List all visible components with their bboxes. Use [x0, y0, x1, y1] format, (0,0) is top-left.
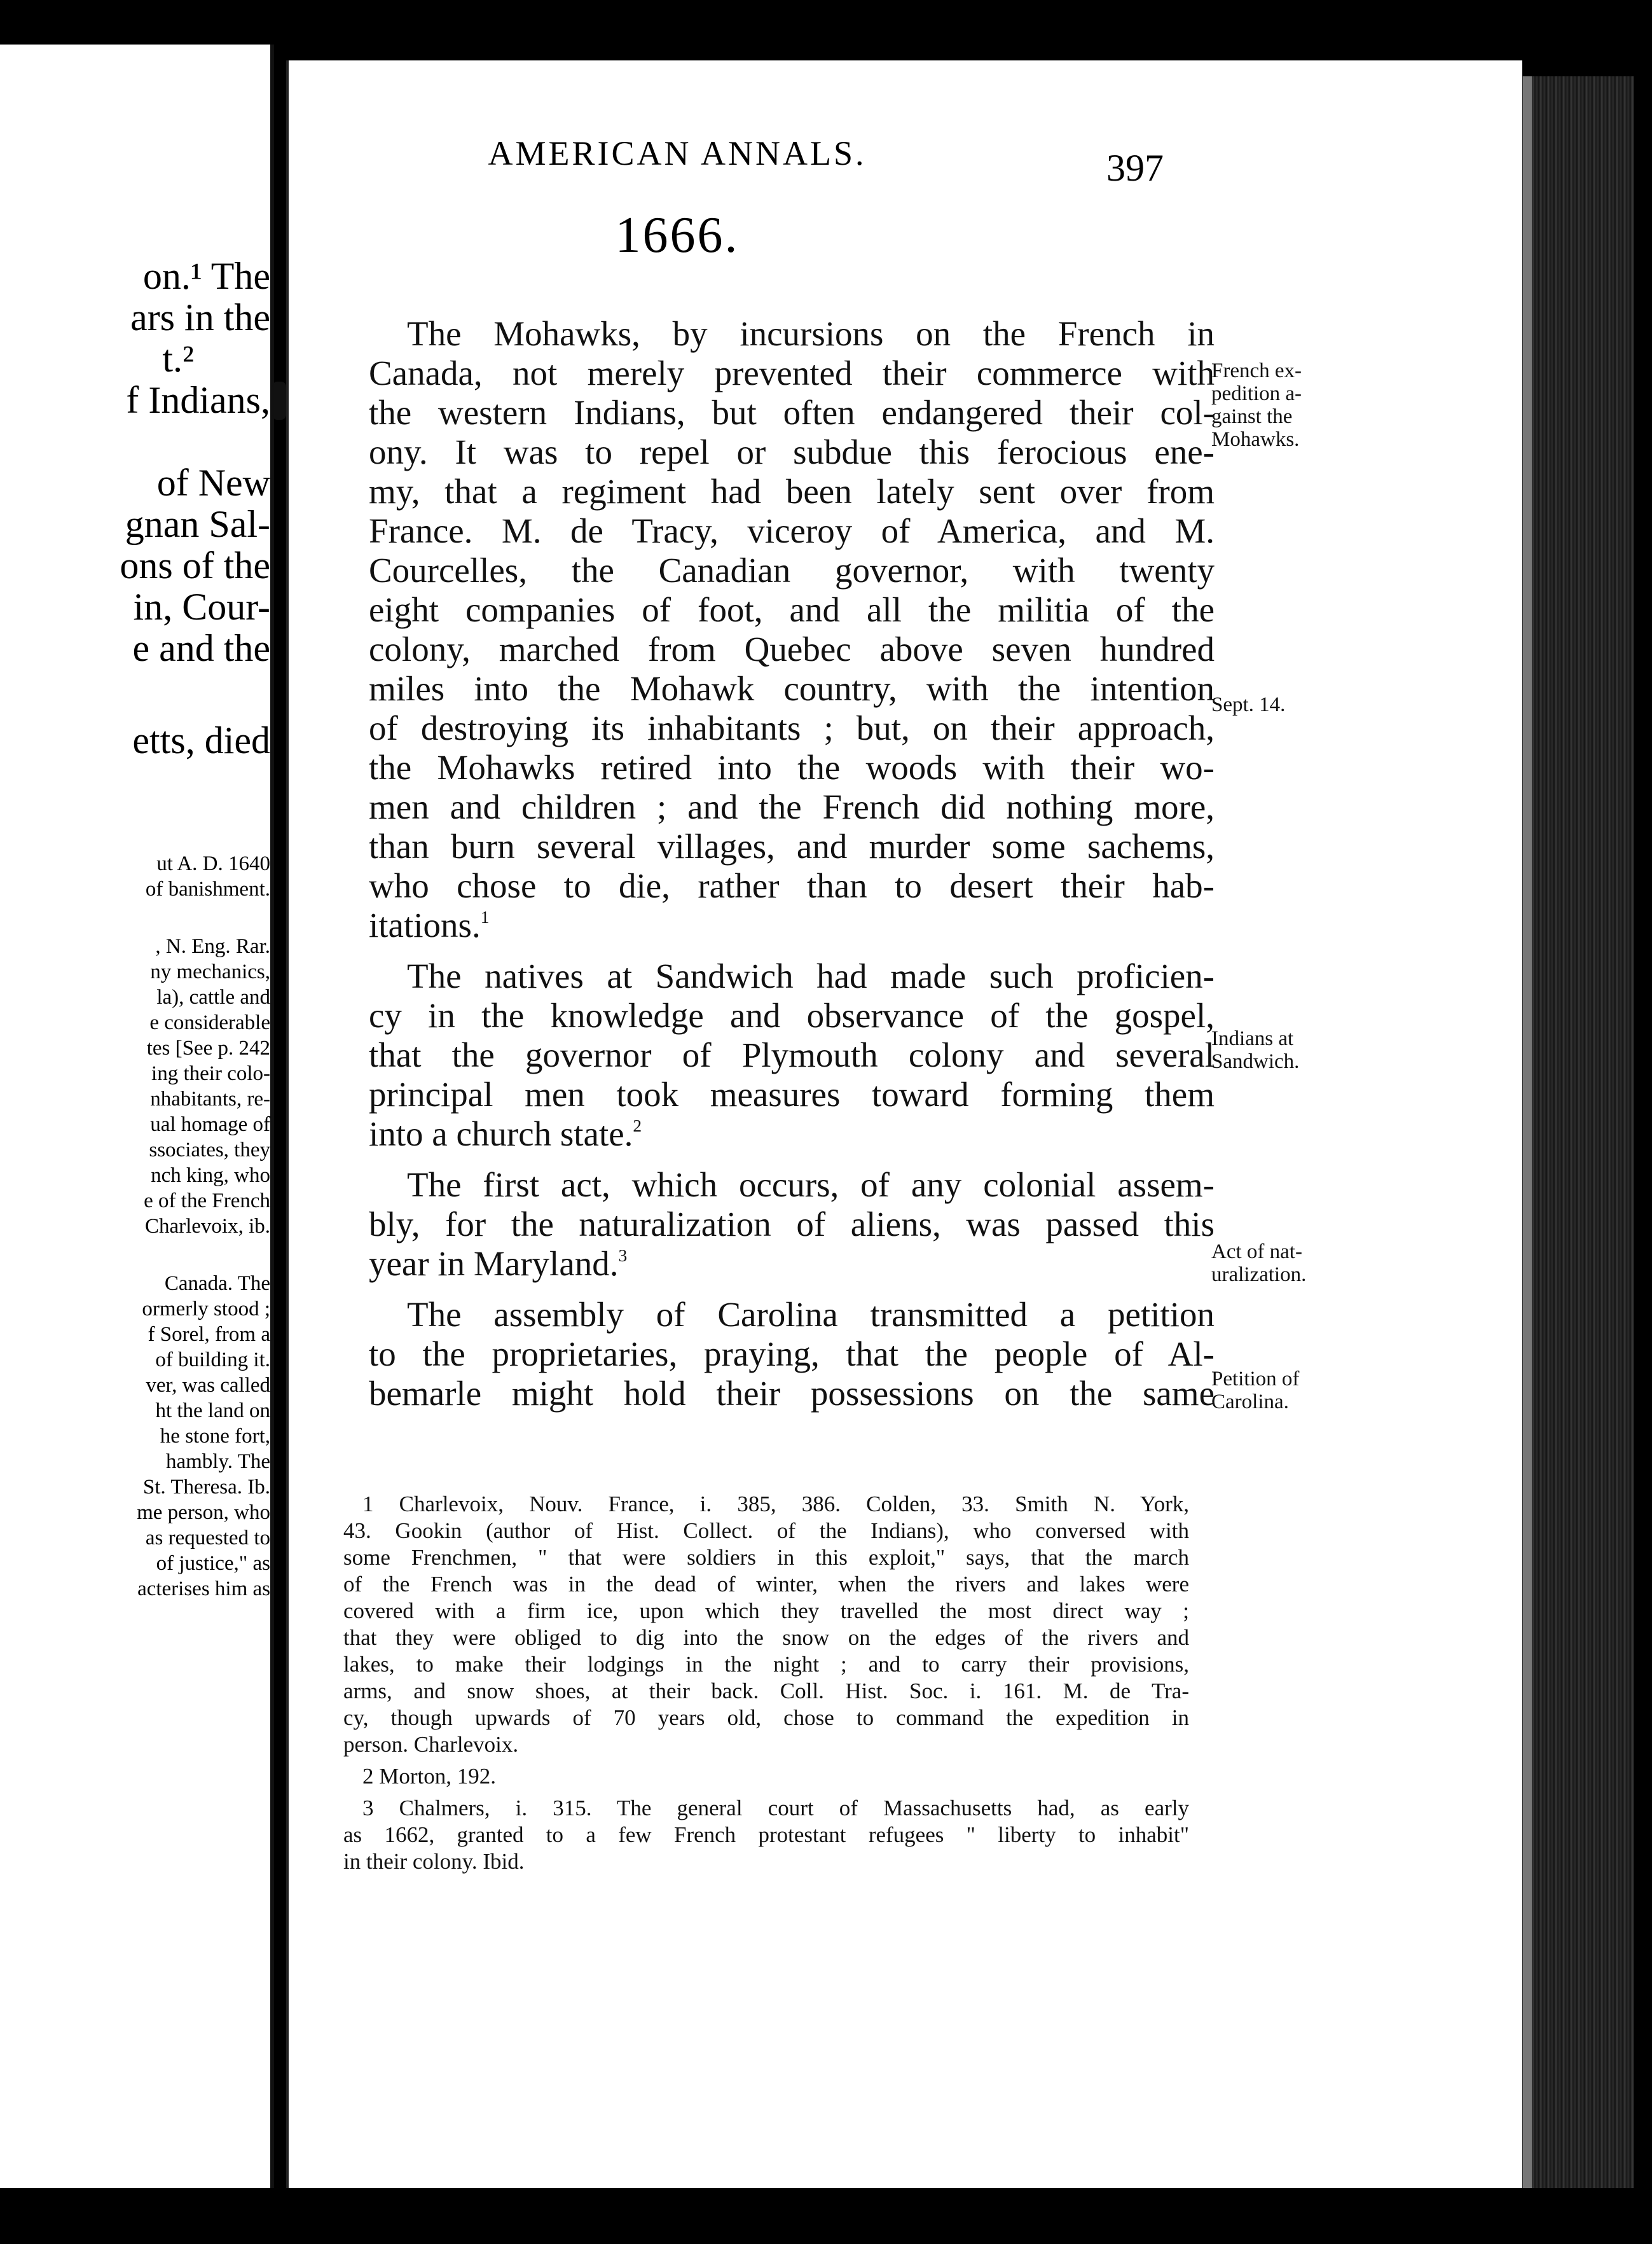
- text-line: that the governor of Plymouth colony and several: [369, 1036, 1215, 1074]
- text-line: itations.$^1$: [369, 906, 490, 945]
- footnote-line: cy, though upwards of 70 years old, chose to command the expedition in: [343, 1705, 1189, 1730]
- text-line: principal men took measures toward forming them: [369, 1076, 1215, 1114]
- left-note-line: ver, was called: [146, 1374, 270, 1397]
- margin-note-indians-sandwich: Indians at Sandwich.: [1211, 1027, 1300, 1073]
- left-text-line: f Indians,: [126, 379, 270, 421]
- text-line: The natives at Sandwich had made such proficien-: [407, 957, 1215, 995]
- text-line: cy in the knowledge and observance of the gospel,: [369, 997, 1215, 1035]
- footnote-line: person. Charlevoix.: [343, 1732, 519, 1757]
- text-line: bly, for the naturalization of aliens, was passed this: [369, 1205, 1215, 1243]
- footnote-line: that they were obliged to dig into the snow on the edges of the rivers and: [343, 1625, 1189, 1650]
- page-edge-highlight: [1523, 76, 1532, 2188]
- left-note-line: acterises him as: [137, 1577, 270, 1600]
- left-note-line: e of the French: [144, 1189, 270, 1212]
- text-line: The first act, which occurs, of any colonial assem-: [407, 1166, 1215, 1204]
- text-line: ony. It was to repel or subdue this ferocious ene-: [369, 433, 1215, 471]
- page-number: 397: [1106, 147, 1164, 189]
- text-line: men and children ; and the French did nothing more,: [369, 788, 1215, 826]
- left-facing-page: [0, 45, 274, 2188]
- left-note-line: ssociates, they: [149, 1139, 270, 1161]
- text-line: France. M. de Tracy, viceroy of America, and M.: [369, 512, 1215, 550]
- footnote-line: some Frenchmen, " that were soldiers in this exploit," says, that the march: [343, 1545, 1189, 1570]
- footnote-ref: 2: [633, 1116, 642, 1135]
- margin-note-date: Sept. 14.: [1211, 693, 1286, 716]
- left-text-line: etts, died: [132, 719, 270, 761]
- footnote-line: 3 Chalmers, i. 315. The general court of Massachusetts had, as early: [362, 1796, 1189, 1820]
- left-note-line: me person, who: [137, 1501, 270, 1524]
- text-line: my, that a regiment had been lately sent over from: [369, 473, 1215, 511]
- margin-note-petition-carolina: Petition of Carolina.: [1211, 1368, 1300, 1413]
- text-line: of destroying its inhabitants ; but, on their approach,: [369, 709, 1215, 747]
- footnote-line: covered with a firm ice, upon which they travelled the most direct way ;: [343, 1598, 1189, 1623]
- left-text-line: gnan Sal-: [125, 503, 270, 545]
- running-head: AMERICAN ANNALS.: [488, 134, 867, 172]
- text-line: who chose to die, rather than to desert their hab-: [369, 867, 1215, 905]
- text-line: bemarle might hold their possessions on the same: [369, 1375, 1215, 1413]
- text-line: Canada, not merely prevented their commerce with: [369, 354, 1215, 392]
- text-line: The Mohawks, by incursions on the French in: [407, 315, 1215, 353]
- text-line: Courcelles, the Canadian governor, with twenty: [369, 551, 1215, 590]
- footnotes: [343, 1492, 1195, 1905]
- left-note-line: ut A. D. 1640: [156, 852, 270, 875]
- left-note-line: tes [See p. 242: [146, 1037, 270, 1060]
- text-line: colony, marched from Quebec above seven hundred: [369, 630, 1215, 668]
- footnote-ref: 3: [618, 1245, 628, 1265]
- left-note-line: ht the land on: [155, 1399, 270, 1422]
- year-heading: 1666.: [615, 207, 740, 263]
- left-text-line: ars in the: [130, 296, 270, 338]
- left-note-line: ual homage of: [150, 1113, 270, 1136]
- left-note-line: ny mechanics,: [150, 960, 270, 983]
- footnote-line: as 1662, granted to a few French protestant refugees " liberty to inhabit": [343, 1822, 1189, 1847]
- left-note-line: as requested to: [145, 1527, 270, 1549]
- footnote-line: of the French was in the dead of winter, when the rivers and lakes were: [343, 1572, 1189, 1596]
- left-note-line: ing their colo-: [151, 1062, 270, 1085]
- margin-note-naturalization: Act of nat- uralization.: [1211, 1240, 1307, 1286]
- left-note-line: f Sorel, from a: [148, 1323, 270, 1346]
- text-line: into a church state.$^2$: [369, 1115, 642, 1153]
- left-text-line: on.¹ The: [142, 255, 270, 297]
- body-text: [369, 315, 1215, 1492]
- text-line: to the proprietaries, praying, that the people of Al-: [369, 1335, 1215, 1373]
- margin-note-french-expedition: French ex- pedition a- gainst the Mohawks.: [1211, 359, 1302, 451]
- text-line: The assembly of Carolina transmitted a petition: [407, 1296, 1215, 1334]
- footnote-line: 1 Charlevoix, Nouv. France, i. 385, 386. Colden, 33. Smith N. York,: [362, 1492, 1189, 1516]
- footnote-line: lakes, to make their lodgings in the night ; and to carry their provisions,: [343, 1652, 1189, 1677]
- left-note-line: la), cattle and: [156, 986, 270, 1009]
- left-note-line: St. Theresa. Ib.: [142, 1476, 270, 1499]
- footnote-line: 2 Morton, 192.: [362, 1764, 496, 1789]
- left-note-line: Charlevoix, ib.: [144, 1215, 270, 1238]
- binding-mark: [272, 382, 286, 420]
- footnote-ref: 1: [480, 907, 490, 927]
- text-line: the western Indians, but often endangered their col-: [369, 394, 1215, 432]
- left-note-line: e considerable: [149, 1011, 270, 1034]
- left-note-line: Canada. The: [164, 1272, 270, 1295]
- text-line: eight companies of foot, and all the militia of the: [369, 591, 1215, 629]
- left-text-line: ons of the: [120, 544, 270, 586]
- left-note-line: of justice," as: [156, 1552, 270, 1575]
- left-text-line: t.²: [162, 338, 194, 380]
- text-line: the Mohawks retired into the woods with their wo-: [369, 749, 1215, 787]
- footnote-line: arms, and snow shoes, at their back. Coll. Hist. Soc. i. 161. M. de Tra-: [343, 1679, 1189, 1703]
- left-note-line: of banishment.: [145, 878, 270, 901]
- left-note-line: hambly. The: [165, 1450, 270, 1473]
- page-edge-leaves: [1520, 76, 1634, 2188]
- left-note-line: , N. Eng. Rar.: [155, 935, 270, 958]
- footnote-line: in their colony. Ibid.: [343, 1849, 525, 1874]
- footnote-line: 43. Gookin (author of Hist. Collect. of the Indians), who conversed with: [343, 1518, 1189, 1543]
- left-text-line: in, Cour-: [133, 586, 270, 628]
- left-note-line: nch king, who: [151, 1164, 270, 1187]
- left-note-line: ormerly stood ;: [142, 1298, 270, 1320]
- text-line: year in Maryland.$^3$: [369, 1245, 628, 1283]
- text-line: miles into the Mohawk country, with the intention: [369, 670, 1215, 708]
- left-note-line: of building it.: [155, 1348, 270, 1371]
- left-note-line: he stone fort,: [160, 1425, 270, 1448]
- left-text-line: of New: [156, 462, 270, 504]
- left-text-line: e and the: [132, 627, 270, 669]
- left-note-line: nhabitants, re-: [150, 1088, 270, 1111]
- text-line: than burn several villages, and murder some sachems,: [369, 828, 1215, 866]
